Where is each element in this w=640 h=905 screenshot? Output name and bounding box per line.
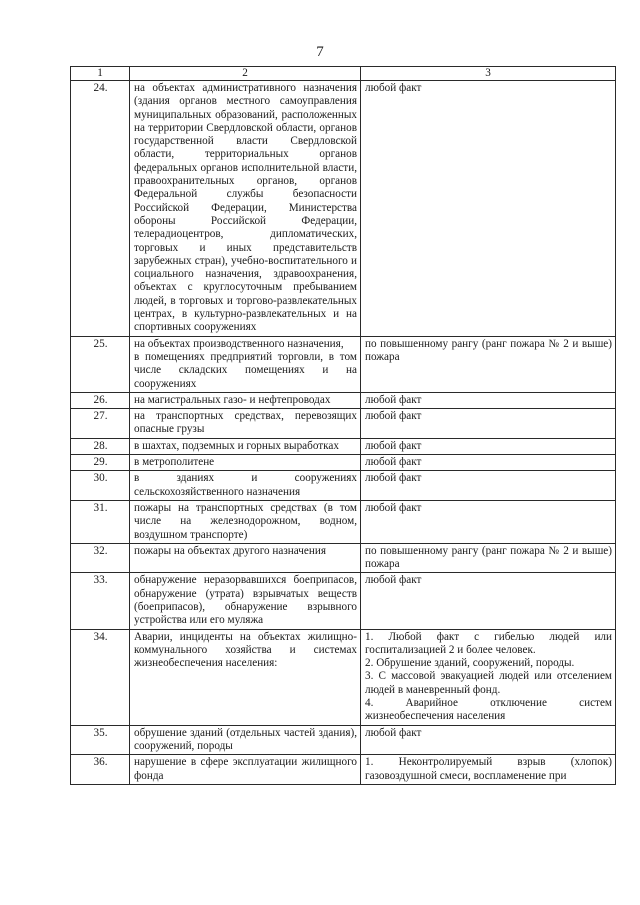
reporting-criterion-text: 3. С массовой эвакуацией людей или отселением людей в маневренный фонд. bbox=[365, 670, 612, 696]
event-description-text: нарушение в сфере эксплуатации жилищного фонда bbox=[134, 756, 357, 782]
event-description bbox=[130, 392, 361, 408]
reporting-criterion bbox=[361, 336, 616, 392]
event-description bbox=[130, 573, 361, 629]
event-description bbox=[130, 409, 361, 439]
event-description bbox=[130, 755, 361, 785]
reporting-criterion-text: любой факт bbox=[365, 456, 422, 469]
row-number: 29. bbox=[71, 455, 130, 471]
event-description bbox=[130, 543, 361, 573]
reporting-criterion-text: 4. Аварийное отключение систем жизнеобеспечения населения bbox=[365, 697, 612, 723]
event-description-text: в шахтах, подземных и горных выработках bbox=[134, 439, 339, 452]
table-row bbox=[71, 81, 616, 337]
reporting-criterion bbox=[361, 392, 616, 408]
event-description bbox=[130, 725, 361, 755]
table-row bbox=[71, 629, 616, 725]
event-description-text: на магистральных газо- и нефтепроводах bbox=[134, 393, 331, 406]
reporting-criterion bbox=[361, 455, 616, 471]
page-number: 7 bbox=[316, 44, 324, 60]
reporting-criterion-text: 1. Неконтролируемый взрыв (хлопок) газовоздушной смеси, воспламенение при bbox=[365, 756, 612, 782]
header-row bbox=[71, 67, 616, 81]
reporting-criterion bbox=[361, 755, 616, 785]
event-description-text: в метрополитене bbox=[134, 456, 215, 469]
reporting-criterion bbox=[361, 725, 616, 755]
reporting-criterion-text: любой факт bbox=[365, 82, 422, 94]
column-header-event: 2 bbox=[130, 67, 361, 81]
table-body bbox=[71, 81, 616, 785]
reporting-criterion-text: любой факт bbox=[365, 501, 422, 514]
reporting-criterion-text: 2. Обрушение зданий, сооружений, породы. bbox=[365, 657, 575, 670]
row-number: 33. bbox=[71, 573, 130, 629]
reporting-criterion-text: по повышенному рангу (ранг пожара № 2 и выше) пожара bbox=[365, 337, 612, 363]
table-row bbox=[71, 500, 616, 543]
row-number: 30. bbox=[71, 471, 130, 501]
row-number: 31. bbox=[71, 500, 130, 543]
table-row bbox=[71, 471, 616, 501]
row-number: 28. bbox=[71, 438, 130, 454]
event-description-text: пожары на объектах другого назначения bbox=[134, 544, 327, 557]
reporting-criterion-text: любой факт bbox=[365, 574, 422, 587]
row-number: 24. bbox=[71, 81, 130, 337]
reporting-criterion bbox=[361, 81, 616, 337]
event-description-text: обрушение зданий (отдельных частей здания), сооружений, породы bbox=[134, 726, 357, 752]
incident-criteria-table bbox=[70, 66, 616, 785]
reporting-criterion bbox=[361, 500, 616, 543]
table-row bbox=[71, 573, 616, 629]
table-row bbox=[71, 725, 616, 755]
row-number: 27. bbox=[71, 409, 130, 439]
reporting-criterion-text: по повышенному рангу (ранг пожара № 2 и выше) пожара bbox=[365, 544, 612, 571]
row-number: 26. bbox=[71, 392, 130, 408]
event-description-text: на объектах производственного назначения, bbox=[134, 337, 344, 350]
row-number: 35. bbox=[71, 725, 130, 755]
reporting-criterion-text: любой факт bbox=[365, 393, 422, 406]
event-description-text: пожары на транспортных средствах (в том числе на железнодорожном, водном, воздушном транспорте) bbox=[134, 501, 357, 541]
table-row bbox=[71, 543, 616, 573]
event-description-text: на объектах административного назначения (здания органов местного самоуправления муниципальных образований, расположенных на территории Свердловской области, органов государственной власти Свердловской области, территориальных органов федеральных органов исполнительной власти, правоохранительных органов, органов Федеральной службы безопасности Российской Федерации, Министерства обороны Российской Федерации, телерадиоцентров, дипломатических, торговых и иных представительств зарубежных стран), учебно-воспитательного и социального назначения, здравоохранения, объектах с круглосуточным пребыванием людей, в торговых и торгово-развлекательных центрах, в культурно-развлекательных и на спортивных сооружениях bbox=[134, 82, 357, 334]
event-description bbox=[130, 81, 361, 337]
reporting-criterion-text: любой факт bbox=[365, 410, 422, 423]
event-description-text: в помещениях предприятий торговли, в том числе складских помещениях и на сооружениях bbox=[134, 350, 357, 390]
table-row bbox=[71, 392, 616, 408]
table-row bbox=[71, 336, 616, 392]
event-description bbox=[130, 471, 361, 501]
reporting-criterion-text: любой факт bbox=[365, 726, 422, 739]
reporting-criterion bbox=[361, 573, 616, 629]
table-row bbox=[71, 409, 616, 439]
event-description bbox=[130, 336, 361, 392]
table-row bbox=[71, 455, 616, 471]
row-number: 25. bbox=[71, 336, 130, 392]
column-header-number: 1 bbox=[71, 67, 130, 81]
event-description-text: Аварии, инциденты на объектах жилищно-коммунального хозяйства и системах жизнеобеспечения населения: bbox=[134, 630, 357, 670]
event-description bbox=[130, 500, 361, 543]
event-description-text: на транспортных средствах, перевозящих опасные грузы bbox=[134, 410, 357, 436]
table-row bbox=[71, 755, 616, 785]
event-description-text: обнаружение неразорвавшихся боеприпасов, обнаружение (утрата) взрывчатых веществ (боеприпасов), обнаружение взрывного устройства или его муляжа bbox=[134, 574, 357, 627]
event-description bbox=[130, 629, 361, 725]
reporting-criterion bbox=[361, 471, 616, 501]
row-number: 36. bbox=[71, 755, 130, 785]
event-description-text: в зданиях и сооружениях сельскохозяйственного назначения bbox=[134, 472, 357, 498]
reporting-criterion-text: 1. Любой факт с гибелью людей или госпитализацией 2 и более человек. bbox=[365, 630, 612, 656]
reporting-criterion bbox=[361, 629, 616, 725]
reporting-criterion-text: любой факт bbox=[365, 472, 422, 485]
reporting-criterion-text: любой факт bbox=[365, 439, 422, 452]
column-header-criterion: 3 bbox=[361, 67, 616, 81]
row-number: 34. bbox=[71, 629, 130, 725]
reporting-criterion bbox=[361, 409, 616, 439]
event-description bbox=[130, 455, 361, 471]
row-number: 32. bbox=[71, 543, 130, 573]
reporting-criterion bbox=[361, 543, 616, 573]
event-description bbox=[130, 438, 361, 454]
reporting-criterion bbox=[361, 438, 616, 454]
table-row bbox=[71, 438, 616, 454]
